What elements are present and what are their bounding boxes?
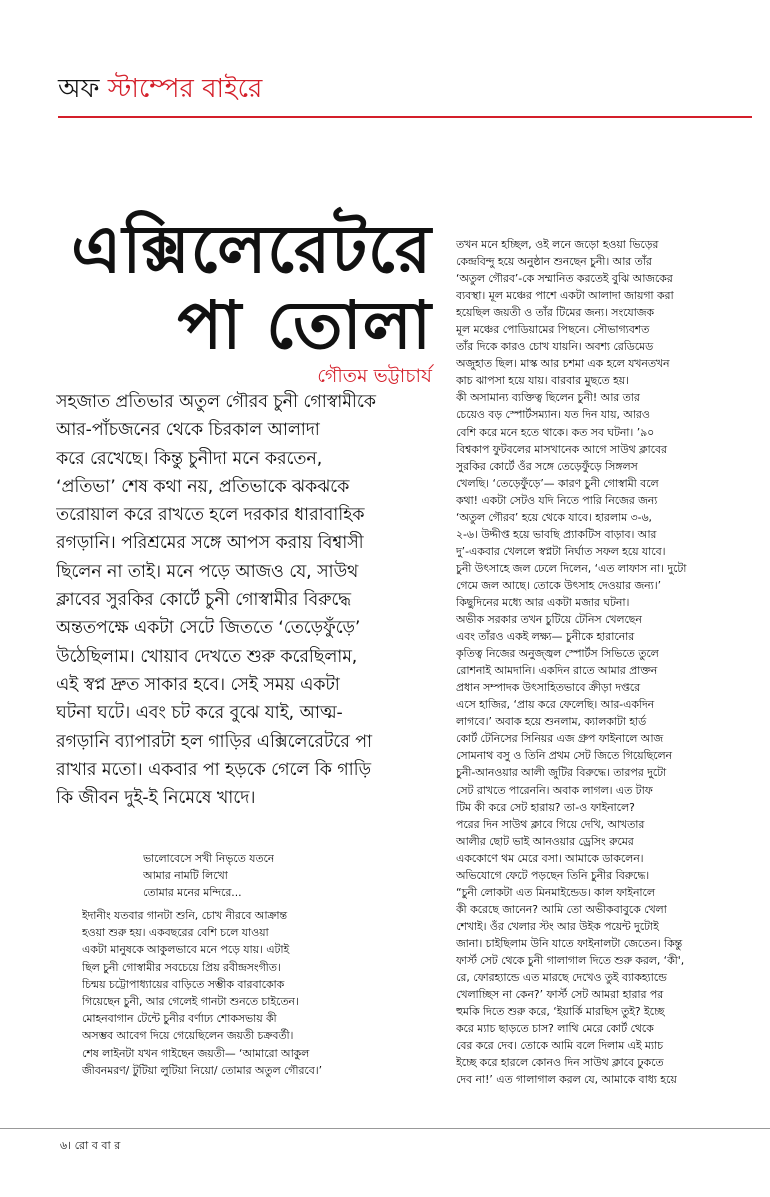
body-text-line: শেষ লাইনটা যখন গাইছেন জয়তী— ‘আমারো আকুল bbox=[82, 1046, 310, 1060]
body-text-line: সেট রাখতে পারেননি। অবাক লাগল। এত টাফ bbox=[456, 783, 653, 797]
body-text-line: “চুনী লোকটা এত মিনমাইন্ডেড। কাল ফাইনালে bbox=[456, 885, 655, 899]
poem-line: ভালোবেসে সখী নিভৃতে যতনে bbox=[143, 852, 275, 865]
left-column bbox=[82, 907, 432, 1079]
standfirst-line: ঘটনা ঘটে। এবং চট করে বুঝে যাই, আত্ম- bbox=[56, 703, 343, 724]
right-column bbox=[456, 236, 756, 1088]
body-text-line: হয়েছিল জয়তী ও তাঁর টিমের জন্য। সংযোজক bbox=[456, 306, 654, 320]
body-text-line: এসে হাজির, ‘প্রায় করে ফেলেছি। আর-একদিন bbox=[456, 698, 655, 712]
headline-line-2: পা তোলা bbox=[177, 287, 432, 364]
body-text-line: এবং তাঁরও একই লক্ষ্য— চুনীকে হারানোর bbox=[456, 630, 635, 644]
body-text-line: শেখাই। ওঁর খেলার স্টং আর উইক পয়েন্ট দুটোই bbox=[456, 919, 659, 933]
body-text-line: ইদানীং যতবার গানটা শুনি, চোখ নীরবে আক্রান্ত bbox=[82, 909, 287, 922]
body-text-line: লাগবে।’ অবাক হয়ে শুনলাম, ক্যালকাটা হার্ড bbox=[456, 715, 647, 729]
standfirst-line: তরোয়াল করে রাখতে হলে দরকার ধারাবাহিক bbox=[56, 505, 365, 526]
body-text-line: চুনী উৎসাহে জল ঢেলে দিলেন, ‘এত লাফাস না। দুটো bbox=[456, 561, 687, 575]
body-text-line: একটা মানুষকে আকুলভাবে মনে পড়ে যায়। এটাই bbox=[82, 943, 290, 957]
body-text-line: প্রধান সম্পাদক উৎসাহিতভাবে ক্রীড়া দপ্তরে bbox=[456, 681, 641, 695]
standfirst-line: এই স্বপ্ন দ্রুত সাকার হবে। সেই সময় একটা bbox=[56, 674, 340, 695]
body-text-line: কিছুদিনের মধ্যে আর একটা মজার ঘটনা। bbox=[456, 595, 630, 609]
byline: গৌতম ভট্টাচার্য bbox=[317, 365, 432, 387]
standfirst-line: সহজাত প্রতিভার অতুল গৌরব চুনী গোস্বামীকে bbox=[56, 392, 376, 412]
body-text-line: অভিযোগে ফেটে পড়ছেন তিনি চুনীর বিরুদ্ধে। bbox=[456, 868, 650, 882]
headline bbox=[71, 212, 432, 364]
body-text-line: মোহনবাগান টেন্টে চুনীর বর্ণাঢ্য শোকসভায় কী bbox=[82, 1012, 277, 1026]
body-text-line: গিয়েছেন চুনী, আর গেলেই গানটা শুনতে চাইতেন। bbox=[82, 995, 299, 1009]
body-text-line: দেব না!’ এত গালাগাল করল যে, আমাকে বাধ্য হয়ে bbox=[456, 1073, 677, 1087]
body-text-line: কী করেছে জানেন? আমি তো অভীকবাবুকে খেলা bbox=[456, 902, 667, 916]
body-text-line: জানা। চাইছিলাম উনি যাতে ফাইনালটা জেতেন। কিন্তু bbox=[456, 936, 683, 950]
body-text-line: গেমে জল আছে। তোকে উৎসাহ দেওয়ার জন্য।’ bbox=[456, 578, 662, 592]
body-text-line: বিশ্বকাপ ফুটবলের মাসখানেক আগে সাউথ ক্লাবের bbox=[456, 442, 667, 456]
body-text-line: অসম্ভব আবেগ দিয়ে গেয়েছিলেন জয়তী চক্রবর্তী। bbox=[82, 1029, 294, 1043]
body-text-line: মূল মঞ্চের পোডিয়ামের পিছনে। সৌভাগ্যবশত bbox=[456, 323, 650, 337]
body-text-line: ব্যবস্থা। মূল মঞ্চের পাশে একটা আলাদা জায়গা করা bbox=[456, 289, 674, 303]
body-text-line: করে ম্যাচ ছাড়তে চাস? লাথি মেরে কোর্ট থেকে bbox=[456, 1022, 654, 1036]
body-text-line: চেয়েও বড় স্পোর্টসম্যান। যত দিন যায়, আরও bbox=[456, 408, 650, 422]
body-text-line: হওয়া শুরু হয়। একবছরের বেশি চলে যাওয়া bbox=[82, 926, 269, 940]
poem-quote bbox=[143, 850, 274, 902]
body-text-line: বের করে দেব। তোকে আমি বলে দিলাম এই ম্যাচ bbox=[456, 1039, 663, 1053]
body-text-line: ইচ্ছে করে হারলে কোনও দিন সাউথ ক্লাবে ঢুকতে bbox=[456, 1056, 664, 1070]
body-text-line: অজুহাত ছিল। মাস্ক আর চশমা এক হলে যখনতখন bbox=[456, 357, 670, 371]
standfirst-line: রাখার মতো। একবার পা হড়কে গেলে কি গাড়ি bbox=[56, 759, 371, 780]
section-heading bbox=[58, 68, 262, 112]
standfirst-line: রগড়ানি ব্যাপারটা হল গাড়ির এক্সিলেরেটরে পা bbox=[56, 731, 372, 752]
body-text-line: কথা! একটা সেটও যদি নিতে পারি নিজের জন্য bbox=[456, 493, 658, 507]
body-text-line: কেন্দ্রবিন্দু হয়ে অনুষ্ঠান শুনছেন চুনী। আর তাঁর bbox=[456, 255, 652, 269]
body-text-line: টিম কী করে সেট হারায়? তা-ও ফাইনালে? bbox=[456, 800, 635, 814]
poem-line: তোমার মনের মন্দিরে... bbox=[143, 886, 242, 900]
body-text-line: সুরকির কোর্টে ওঁর সঙ্গে তেড়েফুঁড়ে সিঙ্গলস bbox=[456, 459, 638, 473]
body-text-line: পরের দিন সাউথ ক্লাবে গিয়ে দেখি, আখতার bbox=[456, 817, 645, 831]
standfirst-line: উঠেছিলাম। খোয়াব দেখতে শুরু করেছিলাম, bbox=[56, 646, 358, 667]
poem-line: আমার নামটি লিখো bbox=[143, 869, 228, 883]
section-highlight: স্টাম্পের বাইরে bbox=[107, 74, 263, 104]
body-text-line: হুমকি দিতে শুরু করে, ‘ইয়ার্কি মারছিস তুই? ইচ্ছে bbox=[456, 1005, 665, 1019]
section-rule bbox=[58, 116, 752, 118]
body-text-line: খেলাচ্ছিস না কেন?’ ফার্স্ট সেট আমরা হারার পর bbox=[456, 988, 664, 1002]
standfirst-line: অন্ততপক্ষে একটা সেটে জিততে ‘তেড়েফুঁড়ে’ bbox=[56, 618, 361, 639]
body-text-line: তাঁর দিকে কারও চোখ যায়নি। অবশ্য রেডিমেড bbox=[456, 340, 654, 354]
headline-line-1: এক্সিলেরেটরে bbox=[71, 211, 432, 288]
body-text-line: রোশনাই আমদানি। একদিন রাতে আমার প্রাক্তন bbox=[456, 664, 658, 678]
body-text-line: ফার্স্ট সেট থেকে চুনী গালাগাল দিতে শুরু করল, ‘কী', bbox=[456, 953, 685, 967]
body-text-line: খেলছি। ‘তেড়েফুঁড়ে’— কারণ চুনী গোস্বামী বলে bbox=[456, 476, 659, 490]
standfirst-line: ছিলেন না তাই। মনে পড়ে আজও যে, সাউথ bbox=[56, 561, 359, 582]
body-text-line: তখন মনে হচ্ছিল, ওই লনে জড়ো হওয়া ভিড়ের bbox=[456, 238, 659, 251]
section-prefix: অফ bbox=[58, 74, 100, 104]
body-text-line: অভীক সরকার তখন চুটিয়ে টেনিস খেলছেন bbox=[456, 613, 642, 627]
body-text-line: কাচ ঝাপসা হয়ে যায়। বারবার মুছতে হয়। bbox=[456, 374, 629, 388]
body-text-line: চিন্ময় চট্টোপাধ্যায়ের বাড়িতে সম্ভীক বারবাকোক bbox=[82, 977, 285, 991]
body-text-line: ছিল চুনী গোস্বামীর সবচেয়ে প্রিয় রবীন্দ্রসংগীত। bbox=[82, 960, 281, 974]
body-text-line: কী অসামান্য ব্যক্তিত্ব ছিলেন চুনী! আর তার bbox=[456, 391, 640, 405]
body-text-line: চুনী-আনওয়ার আলী জুটির বিরুদ্ধে। তারপর দুটো bbox=[456, 766, 667, 780]
standfirst-line: ক্লাবের সুরকির কোর্টে চুনী গোস্বামীর বিরুদ্ধে bbox=[56, 590, 351, 611]
standfirst-line: কি জীবন দুই-ই নিমেষে খাদে। bbox=[56, 788, 256, 809]
body-text-line: এককোণে থম মেরে বসা। আমাকে ডাকলেন। bbox=[456, 851, 644, 865]
standfirst-line: ‘প্রতিভা’ শেষ কথা নয়, প্রতিভাকে ঝকঝকে bbox=[56, 476, 350, 497]
standfirst-line: রগড়ানি। পরিশ্রমের সঙ্গে আপস করায় বিশ্বাসী bbox=[56, 533, 364, 554]
body-text-line: কৃতিত্ব নিজের অনুজ্জ্বল স্পোর্টস সিভিতে তুলে bbox=[456, 647, 659, 661]
standfirst-line: করে রেখেছে। কিন্তু চুনীদা মনে করতেন, bbox=[56, 448, 323, 469]
footer-rule bbox=[0, 1128, 770, 1129]
body-text-line: রে, ফোরহ্যান্ডে এত মারছে দেখেও তুই ব্যাকহ্যান্ডে bbox=[456, 971, 667, 985]
standfirst-line: আর-পাঁচজনের থেকে চিরকাল আলাদা bbox=[56, 420, 320, 441]
page-folio: ৬। রো ব বা র bbox=[60, 1139, 121, 1152]
body-text-line: সোমনাথ বসু ও তিনি প্রথম সেট জিতে গিয়েছিলেন bbox=[456, 749, 672, 763]
body-text-line: জীবনমরণ/ টুটিয়া লুটিয়া নিয়ো/ তোমার অতুল গৌরবে।’ bbox=[82, 1063, 323, 1077]
body-text-line: ‘অতুল গৌরব’ হয়ে থেকে যাবে। হারলাম ৩-৬, bbox=[456, 510, 652, 524]
body-text-line: ‘অতুল গৌরব’-কে সম্মানিত করতেই বুঝি আজকের bbox=[456, 272, 673, 286]
body-text-line: আলীর ছোট ভাই আনওয়ার ড্রেসিং রুমের bbox=[456, 834, 634, 848]
body-text-line: কোর্ট টেনিসের সিনিয়র এজ গ্রুপ ফাইনালে আজ bbox=[456, 732, 664, 746]
body-text-line: বেশি করে মনে হতে থাকে। কত সব ঘটনা। ’৯০ bbox=[456, 425, 655, 439]
body-text-line: ২-৬। উদ্দীপ্ত হয়ে ভাবছি প্র্যাকটিস বাড়াব। আর bbox=[456, 527, 657, 541]
standfirst bbox=[56, 388, 436, 812]
body-text-line: দু’-একবার খেললে স্বপ্নটা নির্ঘাত সফল হয়ে যাবে। bbox=[456, 544, 666, 558]
